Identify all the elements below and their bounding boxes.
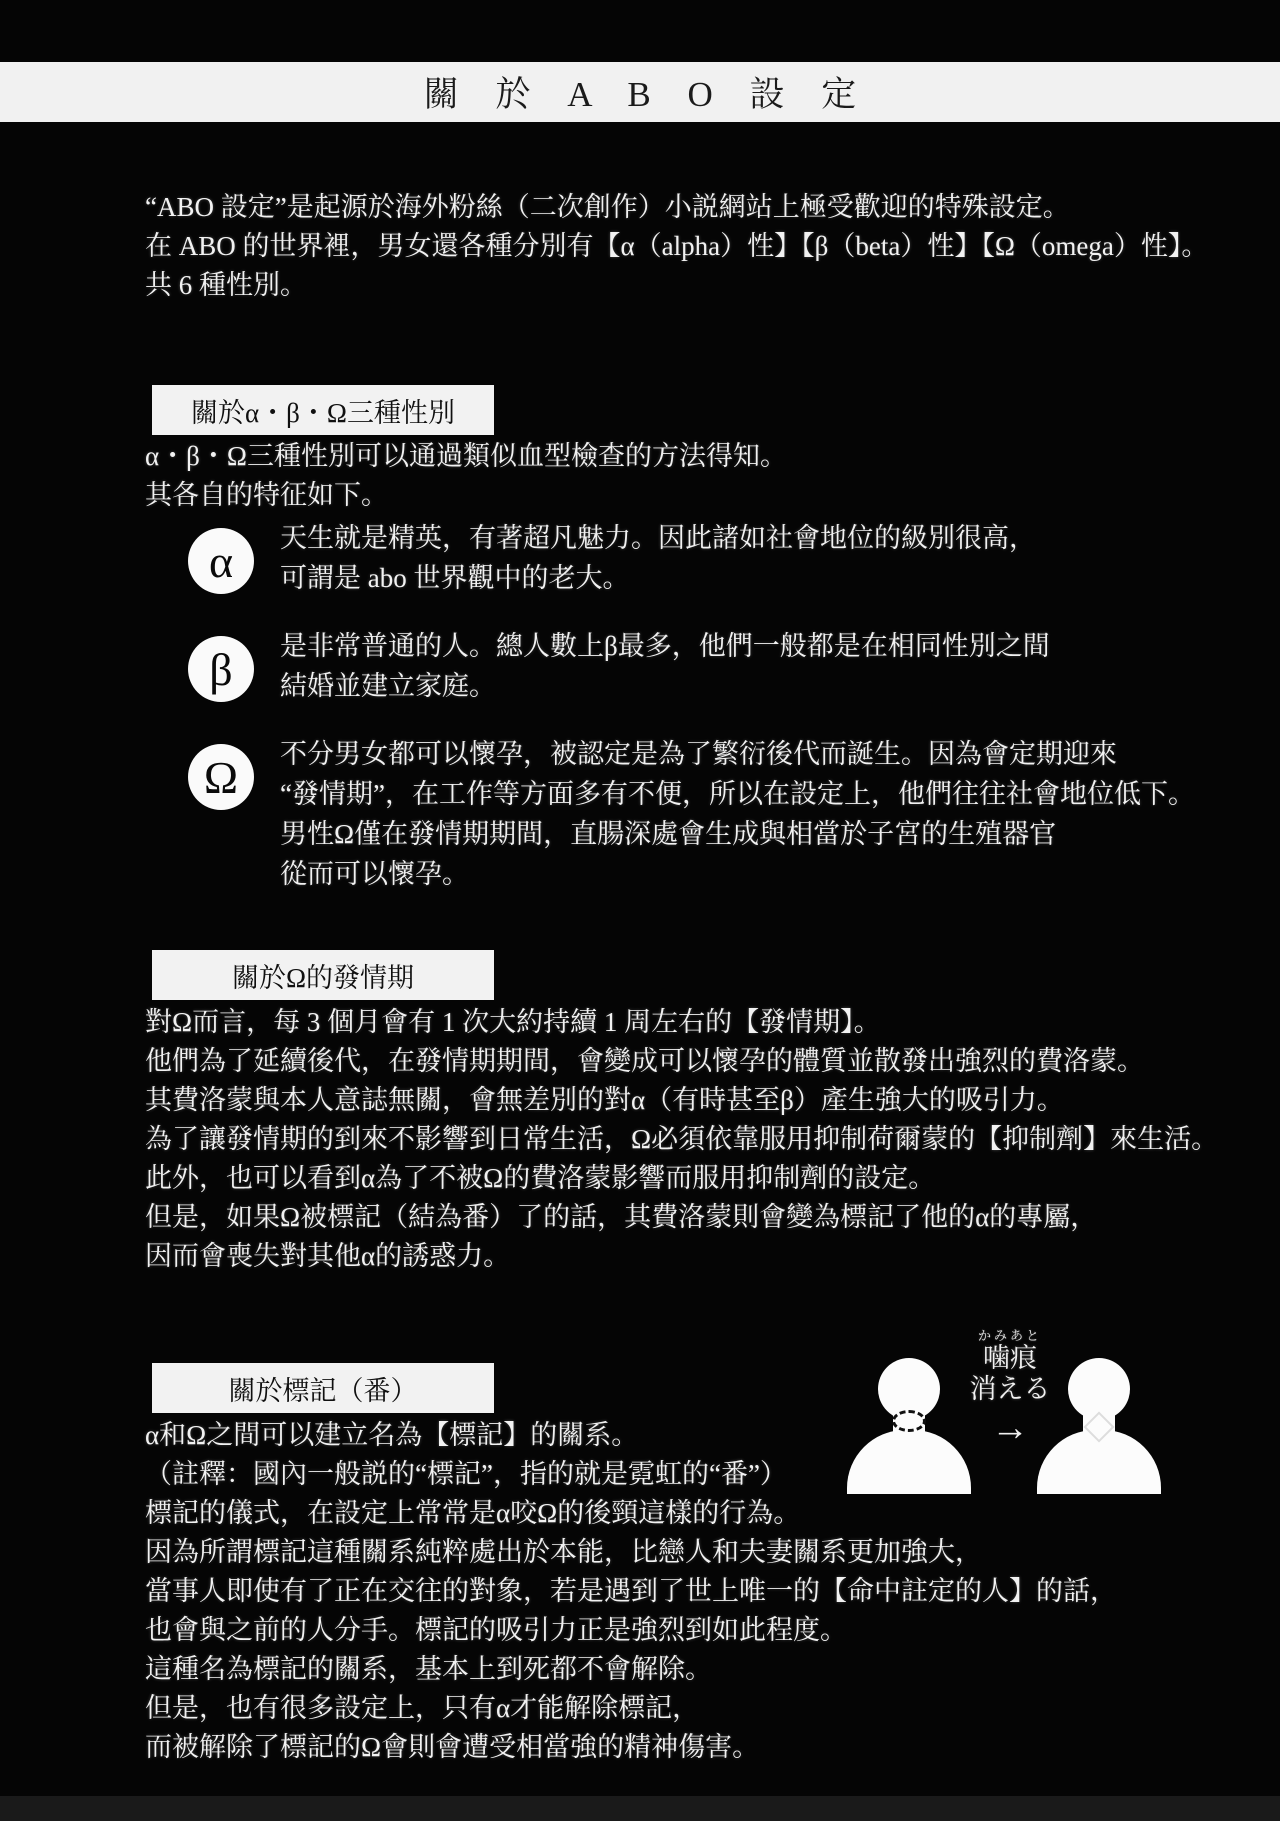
- text-line: 也會與之前的人分手。標記的吸引力正是強烈到如此程度。: [145, 1615, 847, 1645]
- text-line: 因為所謂標記這種關系純粹處出於本能，比戀人和夫妻關系更加強大，: [145, 1537, 982, 1567]
- right-arrow-icon: →: [991, 1407, 1029, 1449]
- text-line: 但是，如果Ω被標記（結為番）了的話，其費洛蒙則會變為標記了他的α的專屬，: [145, 1202, 1098, 1232]
- trait-row-beta: [188, 626, 1188, 706]
- intro-paragraph: [145, 188, 1208, 305]
- silhouette-torso: [847, 1430, 971, 1494]
- trait-row-alpha: [188, 518, 1188, 598]
- text-line: 天生就是精英，有著超凡魅力。因此諸如社會地位的級別很高，: [280, 523, 1036, 553]
- marked-person-silhouette: [847, 1358, 971, 1494]
- genders-intro-paragraph: [145, 437, 787, 515]
- text-line: 是非常普通的人。總人數上β最多，他們一般都是在相同性別之間: [280, 631, 1050, 661]
- heat-paragraph: [145, 1003, 1218, 1276]
- section-heading-genders: 關於α・β・Ω三種性別: [152, 385, 494, 435]
- text-line: 這種名為標記的關系，基本上到死都不會解除。: [145, 1654, 712, 1684]
- unmarked-person-silhouette: [1037, 1358, 1161, 1494]
- disappears-label: 消える: [969, 1374, 1051, 1404]
- text-line: （註釋：國內一般説的“標記”，指的就是霓虹的“番”）: [145, 1459, 787, 1489]
- text-line: 其費洛蒙與本人意誌無關，會無差別的對α（有時甚至β）產生強大的吸引力。: [145, 1085, 1064, 1115]
- intro-line: “ABO 設定”是起源於海外粉絲（二次創作）小説網站上極受歡迎的特殊設定。: [145, 192, 1070, 222]
- intro-line: 在 ABO 的世界裡，男女還各種分別有【α（alpha）性】【β（beta）性】【Ω（omega）性】。: [145, 231, 1209, 261]
- text-line: 其各自的特征如下。: [145, 480, 388, 510]
- text-line: 對Ω而言，每 3 個月會有 1 次大約持續 1 周左右的【發情期】。: [145, 1007, 881, 1037]
- text-line: 可謂是 abo 世界觀中的老大。: [280, 563, 630, 593]
- bite-mark-label: 噛痕: [983, 1343, 1037, 1373]
- bottom-edge-strip: [0, 1796, 1280, 1821]
- header-band: [0, 62, 1280, 122]
- text-line: 但是，也有很多設定上，只有α才能解除標記，: [145, 1693, 700, 1723]
- omega-symbol-badge: Ω: [188, 744, 254, 810]
- text-line: α和Ω之間可以建立名為【標記】的關系。: [145, 1420, 639, 1450]
- text-line: “發情期”，在工作等方面多有不便，所以在設定上，他們往往社會地位低下。: [280, 779, 1195, 809]
- bite-mark-icon: [892, 1410, 926, 1432]
- text-line: α・β・Ω三種性別可以通過類似血型檢查的方法得知。: [145, 441, 787, 471]
- page-title: 關 於 A B O 設 定: [423, 75, 871, 114]
- beta-description: [280, 626, 1050, 706]
- gender-traits-list: [188, 518, 1195, 922]
- omega-description: [280, 734, 1195, 894]
- alpha-symbol-badge: α: [188, 528, 254, 594]
- text-line: 他們為了延續後代，在發情期期間，會變成可以懷孕的體質並散發出強烈的費洛蒙。: [145, 1046, 1144, 1076]
- text-line: 此外，也可以看到α為了不被Ω的費洛蒙影響而服用抑制劑的設定。: [145, 1163, 936, 1193]
- text-line: 男性Ω僅在發情期期間，直腸深處會生成與相當於子宮的生殖器官: [280, 819, 1057, 849]
- alpha-description: [280, 518, 1036, 598]
- text-line: 不分男女都可以懷孕，被認定是為了繁衍後代而誕生。因為會定期迎來: [280, 739, 1117, 769]
- section-heading-mark: 關於標記（番）: [152, 1363, 494, 1413]
- bite-mark-illustration: [845, 1328, 1175, 1498]
- text-line: 標記的儀式，在設定上常常是α咬Ω的後頸這樣的行為。: [145, 1498, 801, 1528]
- trait-row-omega: [188, 734, 1195, 894]
- bite-mark-furigana: かみあと: [977, 1328, 1042, 1343]
- intro-line: 共 6 種性別。: [145, 270, 307, 300]
- text-line: 當事人即使有了正在交往的對象，若是遇到了世上唯一的【命中註定的人】的話，: [145, 1576, 1117, 1606]
- text-line: 結婚並建立家庭。: [280, 671, 496, 701]
- text-line: 為了讓發情期的到來不影響到日常生活，Ω必須依靠服用抑制荷爾蒙的【抑制劑】來生活。: [145, 1124, 1219, 1154]
- text-line: 因而會喪失對其他α的誘惑力。: [145, 1241, 511, 1271]
- text-line: 從而可以懷孕。: [280, 859, 469, 889]
- text-line: 而被解除了標記的Ω會則會遭受相當強的精神傷害。: [145, 1732, 760, 1762]
- section-heading-heat: 關於Ω的發情期: [152, 950, 494, 1000]
- beta-symbol-badge: β: [188, 636, 254, 702]
